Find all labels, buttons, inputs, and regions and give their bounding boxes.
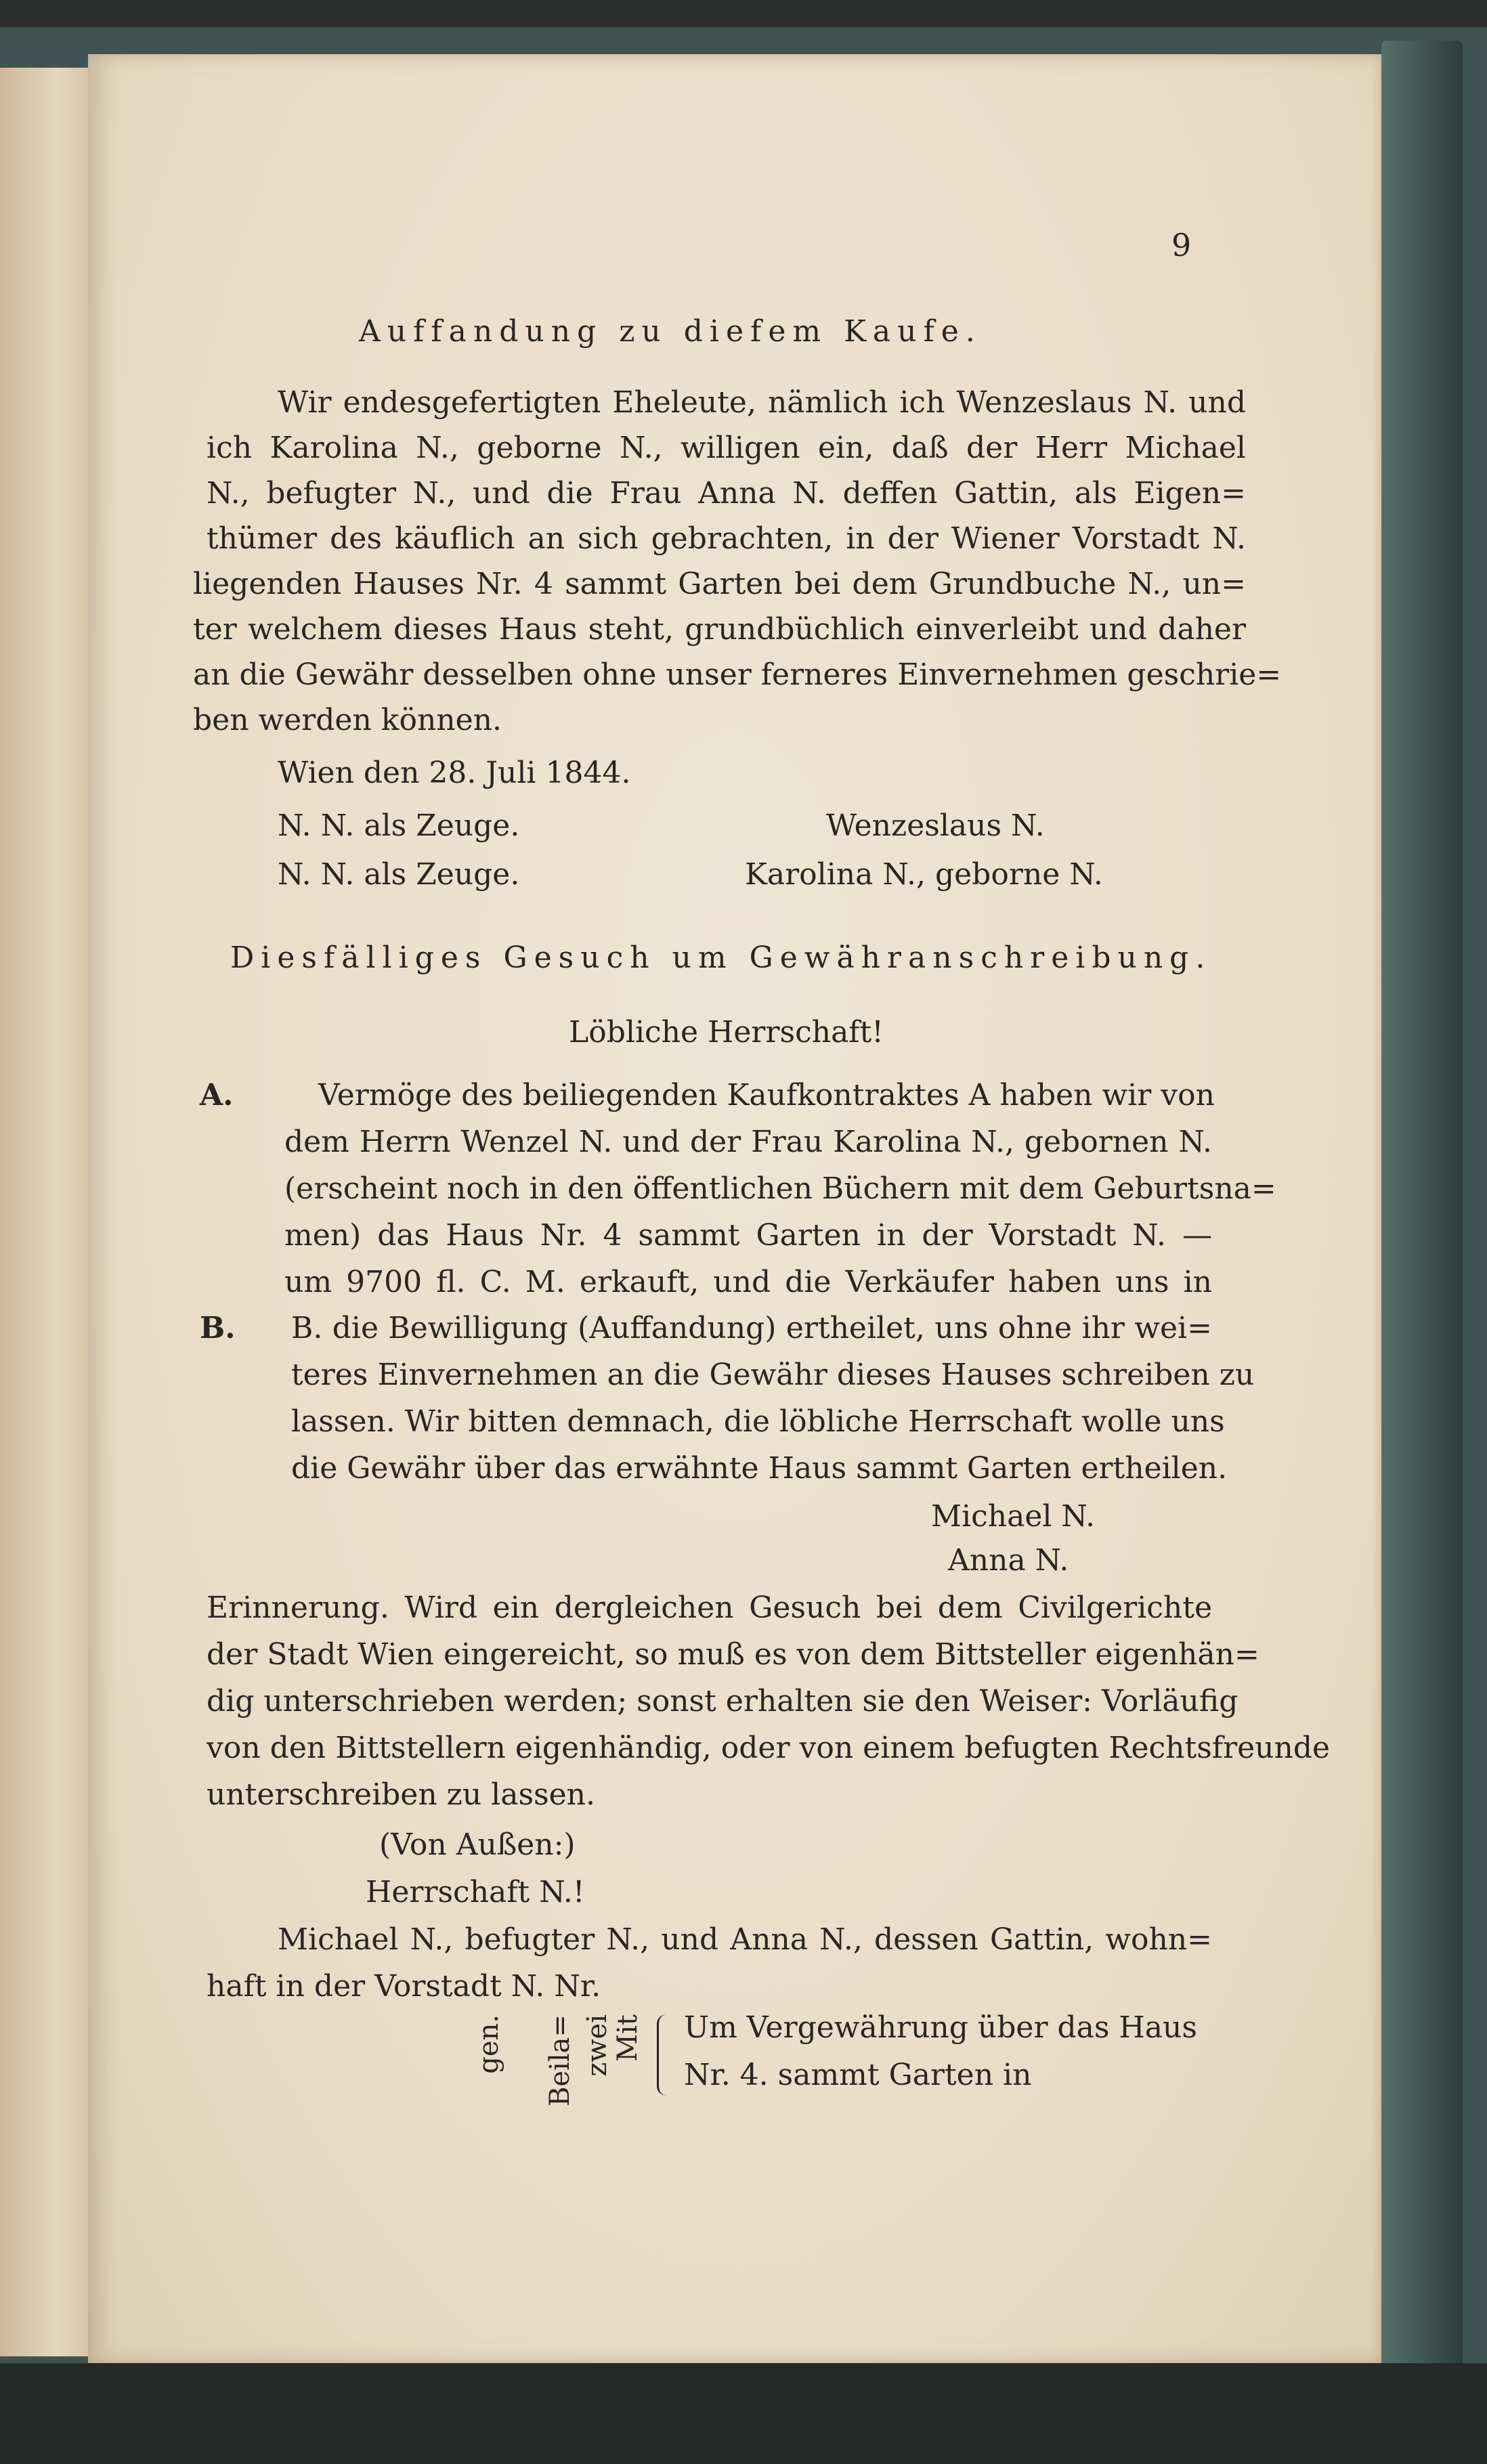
subject-brace: [657, 2014, 674, 2096]
reminder-line-4: von den Bittstellern eigenhändig, oder von einem befugten Rechtsfreunde: [207, 1731, 1331, 1765]
signature-anna: Anna N.: [948, 1543, 1069, 1578]
date-line: Wien den 28. Juli 1844.: [278, 756, 631, 790]
margin-marker-a: A.: [200, 1078, 234, 1112]
section2-heading: Diesfälliges Gesuch um Gewähranschreibung.: [230, 941, 1212, 975]
section2-line-6: B. die Bewilligung (Auffandung) ertheilet, uns ohne ihr wei=: [291, 1311, 1212, 1345]
vertical-note-1: Mit: [612, 2014, 643, 2062]
address-line: Herrschaft N.!: [366, 1875, 585, 1909]
signature-karolina: Karolina N., geborne N.: [745, 857, 1103, 892]
section1-line-2: ich Karolina N., geborne N., willigen ein, daß der Herr Michael: [207, 431, 1246, 465]
vertical-note-3: Beila=: [544, 2014, 576, 2107]
section1-line-1: Wir endesgefertigten Eheleute, nämlich ich Wenzeslaus N. und: [278, 385, 1246, 420]
vertical-note-4: gen.: [473, 2014, 504, 2074]
section2-line-1: Vermöge des beiliegenden Kaufkontraktes A haben wir von: [318, 1078, 1215, 1112]
book-cover-edge: [1381, 41, 1463, 2370]
signature-michael: Michael N.: [931, 1499, 1096, 1534]
applicant-line-2: haft in der Vorstadt N. Nr.: [207, 1969, 601, 2004]
salutation: Löbliche Herrschaft!: [569, 1015, 884, 1050]
background-shadow: [0, 2363, 1487, 2464]
section2-line-5: um 9700 fl. C. M. erkauft, und die Verkäufer haben uns in: [284, 1265, 1212, 1299]
margin-marker-b: B.: [200, 1311, 236, 1345]
witness-2: N. N. als Zeuge.: [278, 857, 520, 892]
section1-line-7: an die Gewähr desselben ohne unser ferneres Einvernehmen geschrie=: [193, 657, 1282, 692]
subject-line-1: Um Vergewährung über das Haus: [684, 2010, 1197, 2045]
reminder-line-2: der Stadt Wien eingereicht, so muß es von dem Bittsteller eigenhän=: [207, 1637, 1259, 1672]
section1-heading: Auffandung zu diefem Kaufe.: [359, 314, 982, 349]
section2-line-7: teres Einvernehmen an die Gewähr dieses Hauses schreiben zu: [291, 1358, 1255, 1392]
subject-line-2: Nr. 4. sammt Garten in: [684, 2058, 1032, 2092]
section2-line-9: die Gewähr über das erwähnte Haus sammt Garten ertheilen.: [291, 1451, 1228, 1486]
section2-line-3: (erscheint noch in den öffentlichen Büchern mit dem Geburtsna=: [284, 1171, 1276, 1206]
section1-line-8: ben werden können.: [193, 703, 502, 737]
outside-label: (Von Außen:): [379, 1828, 576, 1862]
reminder-line-1: Erinnerung. Wird ein dergleichen Gesuch bei dem Civilgerichte: [207, 1591, 1212, 1625]
section2-line-2: dem Herrn Wenzel N. und der Frau Karolina N., gebornen N.: [284, 1125, 1212, 1159]
signature-wenzeslaus: Wenzeslaus N.: [826, 808, 1045, 843]
section1-line-6: ter welchem dieses Haus steht, grundbüchlich einverleibt und daher: [193, 612, 1246, 647]
section2-line-8: lassen. Wir bitten demnach, die löbliche Herrschaft wolle uns: [291, 1404, 1225, 1439]
section1-line-3: N., befugter N., und die Frau Anna N. deffen Gattin, als Eigen=: [207, 476, 1246, 511]
section2-line-4: men) das Haus Nr. 4 sammt Garten in der Vorstadt N. —: [284, 1218, 1212, 1253]
section1-line-5: liegenden Hauses Nr. 4 sammt Garten bei dem Grundbuche N., un=: [193, 567, 1246, 601]
reminder-line-3: dig unterschrieben werden; sonst erhalten sie den Weiser: Vorläufig: [207, 1684, 1238, 1719]
left-page-edge: [0, 68, 97, 2356]
reminder-line-5: unterschreiben zu lassen.: [207, 1777, 595, 1812]
witness-1: N. N. als Zeuge.: [278, 808, 520, 843]
applicant-line-1: Michael N., befugter N., und Anna N., dessen Gattin, wohn=: [278, 1922, 1212, 1957]
section1-line-4: thümer des käuflich an sich gebrachten, in der Wiener Vorstadt N.: [207, 521, 1246, 556]
page-number: 9: [1171, 227, 1192, 263]
vertical-note-2: zwei: [582, 2014, 613, 2077]
